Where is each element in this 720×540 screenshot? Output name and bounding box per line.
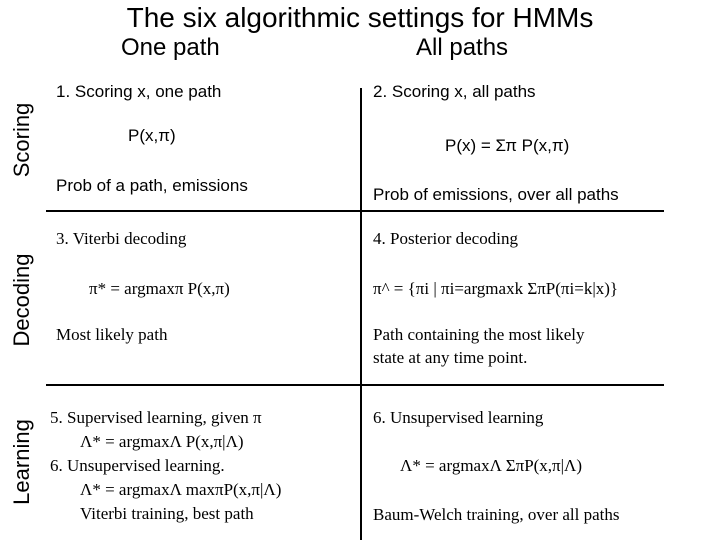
divider-scoring-decoding [46,210,664,212]
learning-all-paths-heading: 6. Unsupervised learning [373,408,544,427]
scoring-all-paths-formula: P(x) = Σπ P(x,π) [445,136,570,155]
decoding-all-paths-formula: π^ = {πi | πi=argmaxk ΣπP(πi=k|x)} [373,279,619,298]
page-title: The six algorithmic settings for HMMs [126,2,594,33]
scoring-all-paths-heading: 2. Scoring x, all paths [373,82,536,101]
decoding-one-path-formula: π* = argmaxπ P(x,π) [89,279,230,298]
column-header-one-path: One path [121,34,220,61]
learning-all-paths-description: Baum-Welch training, over all paths [373,505,620,524]
row-label-learning: Learning [9,419,34,505]
decoding-one-path-description: Most likely path [56,325,168,344]
column-header-all-paths: All paths [416,34,509,61]
decoding-one-path-heading: 3. Viterbi decoding [56,229,187,248]
learning-unsupervised-heading: 6. Unsupervised learning. [50,456,225,475]
scoring-one-path-description: Prob of a path, emissions [56,176,248,195]
decoding-all-paths-description-line2: state at any time point. [373,348,528,367]
vertical-divider [360,88,362,540]
divider-decoding-learning [46,384,664,386]
learning-supervised-heading: 5. Supervised learning, given π [50,408,262,427]
decoding-all-paths-heading: 4. Posterior decoding [373,229,518,248]
scoring-all-paths-description: Prob of emissions, over all paths [373,185,619,204]
row-label-scoring: Scoring [9,102,34,178]
row-label-decoding: Decoding [9,253,34,347]
learning-all-paths-formula: Λ* = argmaxΛ ΣπP(x,π|Λ) [400,456,583,475]
scoring-one-path-heading: 1. Scoring x, one path [56,82,222,101]
learning-viterbi-formula: Λ* = argmaxΛ maxπP(x,π|Λ) [80,480,282,499]
learning-supervised-formula: Λ* = argmaxΛ P(x,π|Λ) [80,432,244,451]
scoring-one-path-formula: P(x,π) [128,126,176,145]
learning-viterbi-description: Viterbi training, best path [80,504,254,523]
decoding-all-paths-description-line1: Path containing the most likely [373,325,585,344]
